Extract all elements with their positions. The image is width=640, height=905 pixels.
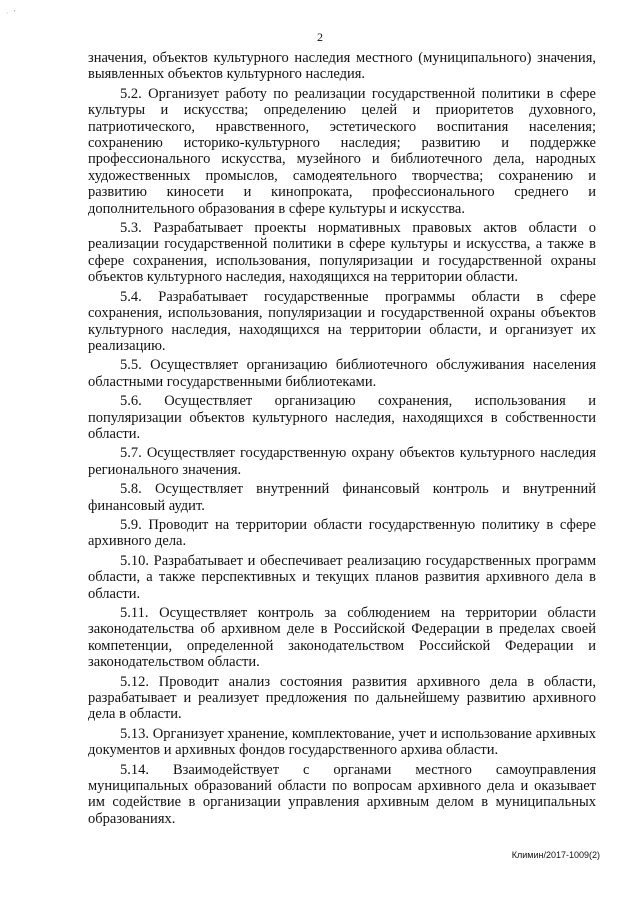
paragraph-5-7: 5.7. Осуществляет государственную охрану объектов культурного наследия регионального значения. [88, 445, 596, 478]
paragraph-5-11: 5.11. Осуществляет контроль за соблюдением на территории области законодательства об архивном деле в Российской Федерации в пределах своей компетенции, определенной законодательством Российской Федерации и законодательством области. [88, 605, 596, 671]
paragraph-5-13: 5.13. Организует хранение, комплектование, учет и использование архивных документов и архивных фондов государственного архива области. [88, 725, 596, 759]
paragraph-5-9: 5.9. Проводит на территории области государственную политику в сфере архивного дела. [88, 516, 596, 550]
page-number: 2 [317, 30, 323, 44]
paragraph-5-4: 5.4. Разрабатывает государственные программы области в сфере сохранения, использования, популяризации и государственной охраны объектов культурного наследия, находящихся на территории области, и организует их реализацию. [88, 288, 596, 354]
paragraph-5-14: 5.14. Взаимодействует с органами местного самоуправления муниципальных образований области по вопросам архивного дела и оказывает им содействие в организации управления архивным делом в муниципальных образованиях. [88, 761, 596, 827]
paragraph-5-6: 5.6. Осуществляет организацию сохранения, использования и популяризации объектов культурного наследия, находящихся в собственности области. [88, 393, 596, 442]
paragraph-5-3: 5.3. Разрабатывает проекты нормативных правовых актов области о реализации государственной политики в сфере культуры и искусства, а также в сфере сохранения, использования, популяризации и государственной охраны объектов культурного наследия, находящихся на территории области. [88, 220, 596, 286]
paragraph-5-10: 5.10. Разрабатывает и обеспечивает реализацию государственных программ области, а также перспективных и текущих планов развития архивного дела в области. [88, 552, 596, 602]
paragraph-5-12: 5.12. Проводит анализ состояния развития архивного дела в области, разрабатывает и реализует предложения по дальнейшему развитию архивного дела в области. [88, 673, 596, 723]
paragraph-5-8: 5.8. Осуществляет внутренний финансовый контроль и внутренний финансовый аудит. [88, 481, 596, 514]
paragraph-continuation: значения, объектов культурного наследия местного (муниципального) значения, выявленных объектов культурного наследия. [88, 50, 596, 83]
document-code: Климин/2017-1009(2) [511, 850, 600, 860]
document-body [88, 50, 596, 830]
paragraph-5-5: 5.5. Осуществляет организацию библиотечного обслуживания населения областными государственными библиотеками. [88, 357, 596, 390]
scan-artifact: · ' [6, 10, 16, 17]
paragraph-5-2: 5.2. Организует работу по реализации государственной политики в сфере культуры и искусства; определению целей и приоритетов духовного, патриотического, нравственного, эстетического воспитания населения; сохранению историко-культурного наследия; развитию и поддержке профессионального искусства, музейного и библиотечного дела, народных художественных промыслов, самодеятельного творчества; сохранению и развитию киносети и кинопроката, профессионального среднего и дополнительного образования в сфере культуры и искусства. [88, 85, 596, 217]
